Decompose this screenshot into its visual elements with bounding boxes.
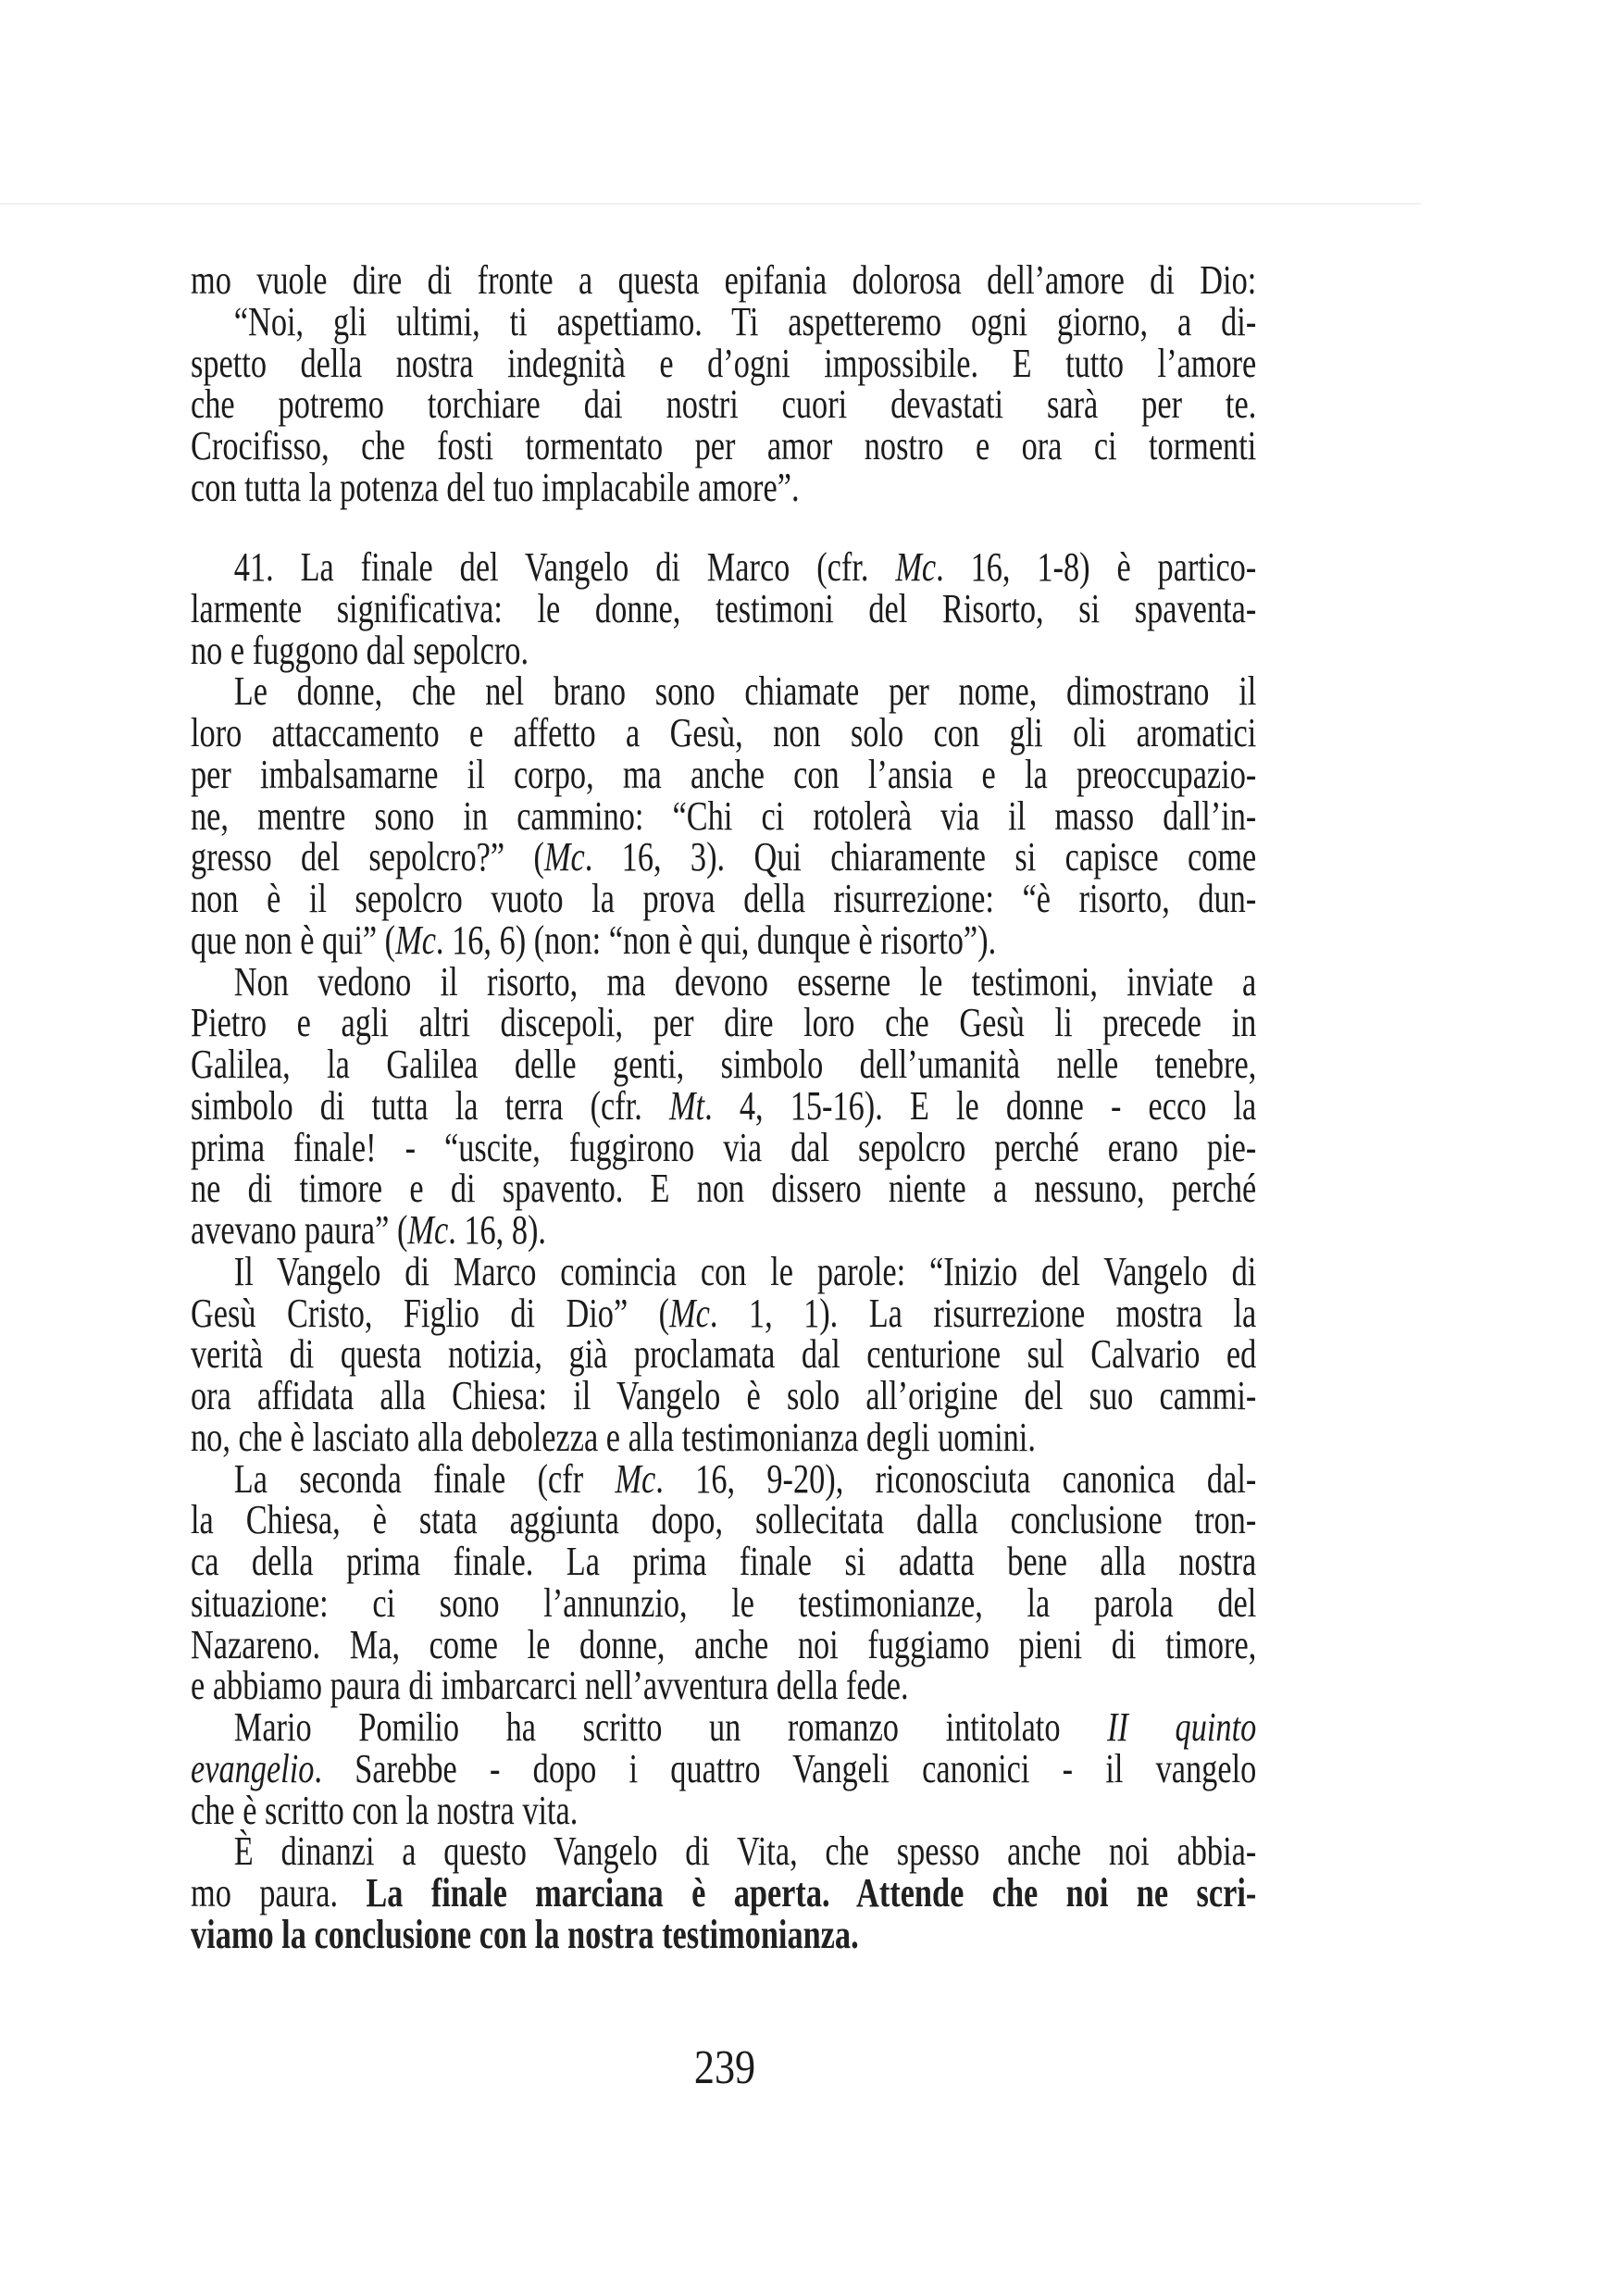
text-line: evangelio. Sarebbe - dopo i quattro Vangeli canonici - il vangelo bbox=[191, 1745, 1257, 1791]
text-line: Non vedono il risorto, ma devono esserne le testimoni, inviate a bbox=[233, 958, 1257, 1004]
text-line: verità di questa notizia, già proclamata dal centurione sul Calvario ed bbox=[191, 1331, 1257, 1378]
text-line: Mario Pomilio ha scritto un romanzo intitolato II quinto bbox=[233, 1704, 1257, 1750]
text-line: simbolo di tutta la terra (cfr. Mt. 4, 15-16). E le donne - ecco la bbox=[191, 1082, 1257, 1129]
text-line: mo vuole dire di fronte a questa epifania dolorosa dell’amore di Dio: bbox=[191, 257, 1257, 303]
text-line bbox=[191, 1911, 1256, 1957]
text-line: e abbiamo paura di imbarcarci nell’avventura della fede. bbox=[191, 1663, 909, 1709]
text-line: ca della prima finale. La prima finale si adatta bene alla nostra bbox=[191, 1539, 1257, 1584]
text-line: avevano paura” (Mc. 16, 8). bbox=[191, 1207, 547, 1253]
text-line: que non è qui” (Mc. 16, 6) (non: “non è qui, dunque è risorto”). bbox=[191, 917, 997, 963]
text-line: prima finale! - “uscite, fuggirono via dal sepolcro perché erano pie- bbox=[191, 1124, 1257, 1170]
section-heading-line: 41. La finale del Vangelo di Marco (cfr. Mc. 16, 1-8) è partico- bbox=[233, 544, 1257, 590]
text-line: Le donne, che nel brano sono chiamate per nome, dimostrano il bbox=[233, 668, 1257, 715]
text-line: Gesù Cristo, Figlio di Dio” (Mc. 1, 1). La risurrezione mostra la bbox=[191, 1290, 1257, 1336]
text-line: non è il sepolcro vuoto la prova della risurrezione: “è risorto, dun- bbox=[191, 876, 1257, 921]
bold-conclusion: La finale marciana è aperta. Attende che noi ne scri- bbox=[366, 1870, 1257, 1915]
text-line: Pietro e agli altri discepoli, per dire loro che Gesù li precede in bbox=[191, 1000, 1257, 1046]
text-line: che potremo torchiare dai nostri cuori devastati sarà per te. bbox=[191, 381, 1257, 428]
text-line: spetto della nostra indegnità e d’ogni impossibile. E tutto l’amore bbox=[191, 340, 1257, 386]
bold-conclusion: viamo la conclusione con la nostra testimonianza. bbox=[191, 1911, 859, 1957]
citation-italic: Mc bbox=[895, 544, 937, 590]
quote-paragraph-block bbox=[191, 257, 1257, 510]
citation-italic: Mc bbox=[615, 1455, 656, 1502]
citation-italic: Mc bbox=[407, 1207, 449, 1253]
text-line: “Noi, gli ultimi, ti aspettiamo. Ti aspetteremo ogni giorno, a di- bbox=[233, 298, 1257, 344]
text-line: con tutta la potenza del tuo implacabile amore”. bbox=[191, 464, 800, 510]
text-line: gresso del sepolcro?” (Mc. 16, 3). Qui chiaramente si capisce come bbox=[191, 834, 1257, 880]
citation-italic: Mc bbox=[669, 1290, 710, 1336]
text-line: Galilea, la Galilea delle genti, simbolo dell’umanità nelle tenebre, bbox=[191, 1042, 1257, 1087]
text-line: Il Vangelo di Marco comincia con le parole: “Inizio del Vangelo di bbox=[233, 1248, 1257, 1294]
text-line: ora affidata alla Chiesa: il Vangelo è solo all’origine del suo cammi- bbox=[191, 1373, 1257, 1418]
text-line: larmente significativa: le donne, testimoni del Risorto, si spaventa- bbox=[191, 585, 1257, 631]
text-line: La seconda finale (cfr Mc. 16, 9-20), riconosciuta canonica dal- bbox=[233, 1455, 1257, 1502]
text-line: no e fuggono dal sepolcro. bbox=[191, 627, 529, 673]
text-line: ne, mentre sono in cammino: “Chi ci rotolerà via il masso dall’in- bbox=[191, 792, 1257, 839]
text-line: loro attaccamento e affetto a Gesù, non solo con gli oli aromatici bbox=[191, 710, 1257, 755]
citation-italic: Mc bbox=[543, 834, 585, 880]
text-line: per imbalsamarne il corpo, ma anche con l’ansia e la preoccupazio- bbox=[191, 751, 1257, 797]
text-line: mo paura. La finale marciana è aperta. Attende che noi ne scri- bbox=[191, 1870, 1257, 1915]
page-number: 239 bbox=[693, 2041, 756, 2094]
text-line: È dinanzi a questo Vangelo di Vita, che spesso anche noi abbia- bbox=[233, 1828, 1257, 1875]
section-41-block bbox=[191, 544, 1257, 1957]
text-line: situazione: ci sono l’annunzio, le testimonianze, la parola del bbox=[191, 1579, 1257, 1626]
citation-italic: Mt bbox=[668, 1082, 705, 1129]
book-title-italic: II quinto bbox=[1107, 1704, 1257, 1750]
book-title-italic: evangelio bbox=[191, 1745, 315, 1791]
text-line: ne di timore e di spavento. E non dissero niente a nessuno, perché bbox=[191, 1166, 1257, 1212]
text-line: Crocifisso, che fosti tormentato per amor nostro e ora ci tormenti bbox=[191, 423, 1257, 468]
text-line: che è scritto con la nostra vita. bbox=[191, 1787, 579, 1833]
text-line: Nazareno. Ma, come le donne, anche noi fuggiamo pieni di timore, bbox=[191, 1621, 1257, 1667]
citation-italic: Mc bbox=[395, 917, 436, 963]
text-line: no, che è lasciato alla debolezza e alla testimonianza degli uomini. bbox=[191, 1414, 1036, 1460]
text-line: la Chiesa, è stata aggiunta dopo, sollecitata dalla conclusione tron- bbox=[191, 1497, 1257, 1543]
scan-edge-line bbox=[0, 203, 1421, 205]
